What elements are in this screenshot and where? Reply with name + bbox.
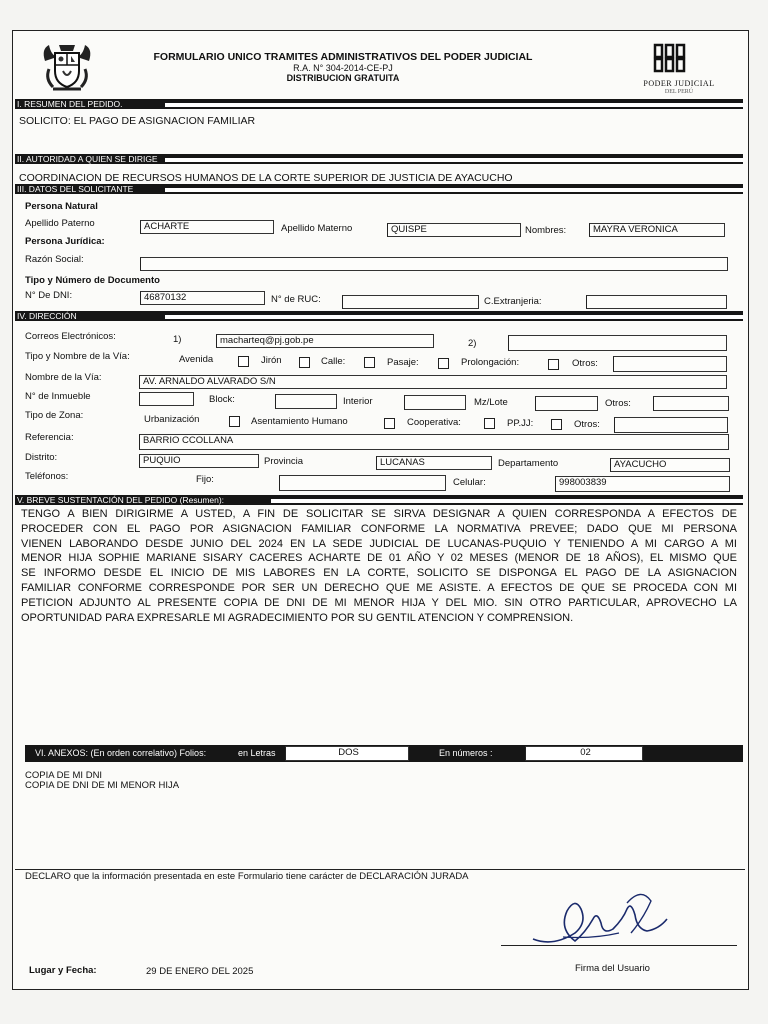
department-field[interactable]: AYACUCHO: [610, 458, 730, 472]
annex-item: COPIA DE DNI DE MI MENOR HIJA: [25, 780, 180, 791]
urbanizacion-checkbox[interactable]: [229, 416, 240, 427]
justification-line: OPORTUNIDAD PARA EXPRESARLE MI AGRADECIMIENTO POR SU GENTIL ATENCION Y COMPRENSION.: [21, 611, 574, 624]
coat-of-arms-logo: [39, 39, 95, 95]
dni-field[interactable]: 46870132: [140, 291, 265, 305]
form-page: [12, 30, 749, 990]
via-option-otros: Otros:: [572, 358, 598, 369]
names-field[interactable]: MAYRA VERONICA: [589, 223, 725, 237]
zone-type-label: Tipo de Zona:: [25, 410, 84, 421]
calle-checkbox[interactable]: [364, 357, 375, 368]
phones-label: Teléfonos:: [25, 471, 69, 482]
ruc-label: N° de RUC:: [271, 294, 321, 305]
justification-line: SE INFORMO DESDE EL INICIO DE MIS LABORES EN LA CORTE, SOLICITO SE DISPONGA EL PAGO DE LA ASIGNACION: [21, 567, 737, 580]
summary-text: SOLICITO: EL PAGO DE ASIGNACION FAMILIAR: [19, 115, 256, 127]
zone-option-cooperativa: Cooperativa:: [407, 417, 461, 428]
province-label: Provincia: [264, 456, 304, 467]
prolongacion-checkbox[interactable]: [548, 359, 559, 370]
handwritten-signature: [523, 889, 683, 949]
section-authority-header: II. AUTORIDAD A QUIEN SE DIRIGE: [15, 154, 743, 164]
place-date-label: Lugar y Fecha:: [29, 965, 97, 976]
distribution-note: DISTRIBUCION GRATUITA: [286, 73, 400, 83]
declaration-divider: [15, 869, 745, 870]
interior-label: Interior: [343, 396, 373, 407]
section-applicant-header: III. DATOS DEL SOLICITANTE: [15, 184, 743, 194]
zone-option-asentamiento: Asentamiento Humano: [251, 416, 348, 427]
ruc-field[interactable]: [342, 295, 479, 309]
business-name-label: Razón Social:: [25, 254, 84, 265]
via-option-avenida: Avenida: [179, 354, 214, 365]
via-type-label: Tipo y Nombre de la Vía:: [25, 351, 130, 362]
jiron-checkbox[interactable]: [299, 357, 310, 368]
zone-option-urbanizacion: Urbanización: [144, 414, 200, 425]
business-name-field[interactable]: [140, 257, 728, 271]
paternal-surname-label: Apellido Paterno: [25, 218, 95, 229]
declaration-text: DECLARO que la información presentada en este Formulario tiene carácter de DECLARACIÓN JURADA: [25, 871, 469, 882]
resolution-number: R.A. N° 304-2014-CE-PJ: [293, 63, 393, 73]
form-title: FORMULARIO UNICO TRAMITES ADMINISTRATIVOS DEL PODER JUDICIAL: [153, 51, 533, 63]
section-annexes-header: VI. ANEXOS: (En orden correlativo) Folios: en Letras En números :: [25, 745, 743, 762]
property-number-label: N° de Inmueble: [25, 391, 91, 402]
justification-line: FAMILIAR CONFORME CORRESPONDE POR SER UN DERECHO QUE ME ASISTE. A EFECTOS DE QUE SE PROCEDA CON MI: [21, 581, 737, 594]
via-option-jiron: Jirón: [261, 355, 282, 366]
zone-option-otros: Otros:: [574, 419, 600, 430]
zone-other-field[interactable]: [614, 417, 728, 433]
block-lot-label: Mz/Lote: [474, 397, 508, 408]
avenida-checkbox[interactable]: [238, 356, 249, 367]
mobile-label: Celular:: [453, 477, 486, 488]
folios-letters-field[interactable]: DOS: [285, 746, 409, 761]
section-justification-header: V. BREVE SUSTENTACIÓN DEL PEDIDO (Resumen):: [15, 495, 743, 505]
justification-line: PETICION ADJUNTO AL PRESENTE COPIA DE DNI DE MI MENOR HIJA Y DEL MIO. SIN OTRO PARTICULAR, APROVECHO LA: [21, 596, 737, 609]
justification-line: VIENEN LABORANDO DESDE JUNIO DEL 2024 EN LA SEDE JUDICIAL DE LUCANAS-PUQUIO Y TENIENDO A MI CARGO A MI: [21, 537, 737, 550]
section-address-header: IV. DIRECCIÓN: [15, 311, 743, 321]
via-name-label: Nombre de la Vía:: [25, 372, 102, 383]
email2-field[interactable]: [508, 335, 727, 351]
province-field[interactable]: LUCANAS: [376, 456, 492, 470]
zone-option-ppjj: PP.JJ:: [507, 418, 534, 429]
district-field[interactable]: PUQUIO: [139, 454, 259, 468]
foreign-id-label: C.Extranjeria:: [484, 296, 542, 307]
section-summary-header: I. RESUMEN DEL PEDIDO.: [15, 99, 743, 109]
justification-text: [21, 507, 737, 625]
pasaje-checkbox[interactable]: [438, 358, 449, 369]
landline-label: Fijo:: [196, 474, 214, 485]
ppjj-checkbox[interactable]: [551, 419, 562, 430]
names-label: Nombres:: [525, 225, 567, 236]
dni-label: N° De DNI:: [25, 290, 73, 301]
property-number-field[interactable]: [139, 392, 194, 406]
cooperativa-checkbox[interactable]: [484, 418, 495, 429]
judicial-power-logo-icon: [653, 43, 693, 73]
justification-line: PROCEDER CON EL PAGO POR ASIGNACION FAMILIAR CONFORME LA NORMATIVA PREVEE; DADO QUE MI PERSONA: [21, 522, 737, 535]
email2-number: 2): [468, 338, 477, 349]
maternal-surname-field[interactable]: QUISPE: [387, 223, 521, 237]
legal-person-label: Persona Jurídica:: [25, 236, 105, 247]
natural-person-label: Persona Natural: [25, 201, 98, 212]
authority-text: COORDINACION DE RECURSOS HUMANOS DE LA CORTE SUPERIOR DE JUSTICIA DE AYACUCHO: [19, 172, 513, 184]
place-date-value: 29 DE ENERO DEL 2025: [146, 966, 254, 977]
via-name-field[interactable]: AV. ARNALDO ALVARADO S/N: [139, 375, 727, 389]
logo-text-line1: PODER JUDICIAL: [643, 79, 715, 88]
reference-field[interactable]: BARRIO CCOLLANA: [139, 434, 729, 450]
other-field[interactable]: [653, 396, 729, 411]
landline-field[interactable]: [279, 475, 446, 491]
document-type-label: Tipo y Número de Documento: [25, 275, 160, 286]
via-option-prolongacion: Prolongación:: [461, 357, 520, 368]
folios-numbers-field[interactable]: 02: [525, 746, 643, 761]
maternal-surname-label: Apellido Materno: [281, 223, 353, 234]
email1-field[interactable]: macharteq@pj.gob.pe: [216, 334, 434, 348]
block-lot-field[interactable]: [535, 396, 598, 411]
asentamiento-checkbox[interactable]: [384, 418, 395, 429]
annex-item: COPIA DE MI DNI: [25, 770, 103, 781]
district-label: Distrito:: [25, 452, 58, 463]
reference-label: Referencia:: [25, 432, 74, 443]
via-option-pasaje: Pasaje:: [387, 357, 419, 368]
foreign-id-field[interactable]: [586, 295, 727, 309]
via-option-calle: Calle:: [321, 356, 346, 367]
logo-text-line2: DEL PERÚ: [664, 89, 694, 95]
interior-field[interactable]: [404, 395, 466, 410]
email1-number: 1): [173, 334, 182, 345]
via-other-field[interactable]: [613, 356, 727, 372]
signature-label: Firma del Usuario: [575, 963, 650, 974]
block-label: Block:: [209, 394, 235, 405]
mobile-field[interactable]: 998003839: [555, 476, 730, 492]
block-field[interactable]: [275, 394, 337, 409]
justification-line: MENOR HIJA SOPHIE MARIANE SISARY CACERES ACHARTE DE 01 AÑO Y 02 MESES (MENOR DE 18 AÑOS), EL MISMO QUE: [21, 552, 737, 565]
department-label: Departamento: [498, 458, 559, 469]
signature-line: [501, 945, 737, 946]
emails-label: Correos Electrónicos:: [25, 331, 116, 342]
other-label: Otros:: [605, 398, 631, 409]
paternal-surname-field[interactable]: ACHARTE: [140, 220, 274, 234]
justification-line: TENGO A BIEN DIRIGIRME A USTED, A FIN DE SOLICITAR SE SIRVA DESIGNAR A QUIEN CORRESPONDA A EFECTOS DE: [21, 508, 737, 520]
